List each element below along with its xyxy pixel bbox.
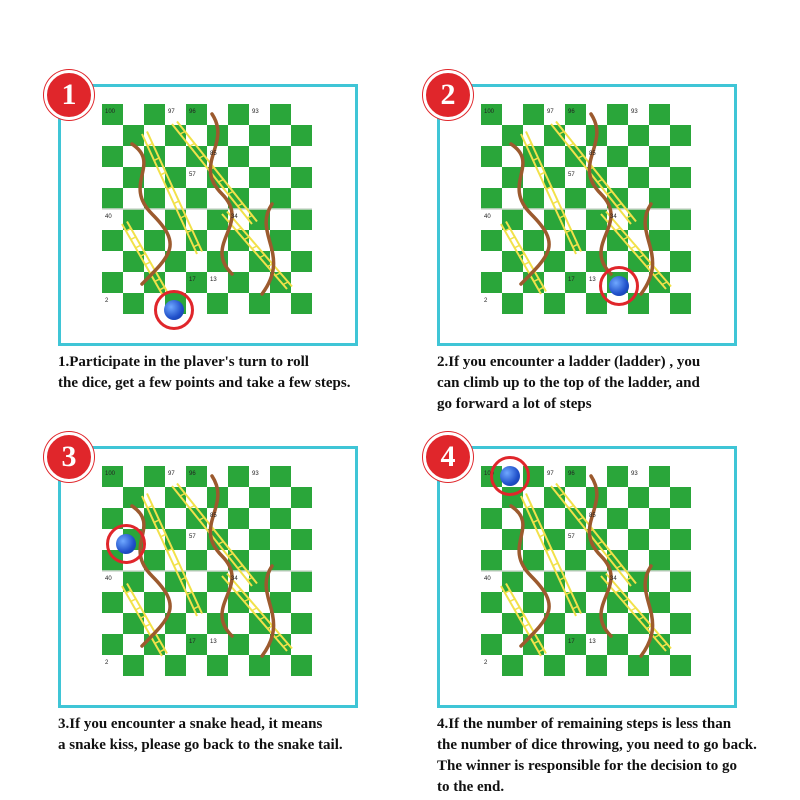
step-badge-2: 2	[423, 70, 473, 120]
board-cell-number: 93	[631, 471, 638, 477]
board-cell-number: 34	[231, 214, 238, 220]
board-cell-number: 57	[189, 172, 196, 178]
board-cell-number: 100	[484, 471, 495, 477]
board-cell-number: 17	[189, 639, 196, 645]
token-highlight-2	[599, 266, 639, 306]
player-token-icon	[500, 466, 520, 486]
step-badge-1: 1	[44, 70, 94, 120]
board-cell-number: 57	[568, 172, 575, 178]
step-caption-1: 1.Participate in the plaver's turn to roll the dice, get a few points and take a few steps.	[58, 354, 351, 391]
token-highlight-3	[106, 524, 146, 564]
board-cell-number: 100	[105, 471, 116, 477]
board-cell-number: 85	[589, 151, 596, 157]
board-cell-number: 57	[189, 534, 196, 540]
board-grid	[481, 104, 691, 314]
game-board-1	[102, 104, 312, 314]
game-board-4	[481, 466, 691, 676]
board-cell-number: 17	[568, 639, 575, 645]
game-board-3	[102, 466, 312, 676]
step-caption-4: 4.If the number of remaining steps is less than the number of dice throwing, you need to go back. The winner is responsible for the decision to go to the end.	[437, 716, 757, 795]
player-token-icon	[609, 276, 629, 296]
board-cell-number: 85	[210, 151, 217, 157]
board-cell-number: 2	[105, 660, 109, 666]
board-cell-number: 93	[631, 109, 638, 115]
board-cell-number: 40	[105, 576, 112, 582]
board-cell-number: 93	[252, 109, 259, 115]
board-grid	[102, 104, 312, 314]
board-cell-number: 40	[484, 576, 491, 582]
board-cell-number: 2	[105, 298, 109, 304]
board-cell-number: 57	[568, 534, 575, 540]
game-board-2	[481, 104, 691, 314]
board-cell-number: 13	[589, 639, 596, 645]
board-cell-number: 85	[210, 513, 217, 519]
board-cell-number: 34	[610, 214, 617, 220]
board-cell-number: 13	[589, 277, 596, 283]
board-cell-number: 2	[484, 660, 488, 666]
board-cell-number: 40	[105, 214, 112, 220]
board-cell-number: 40	[484, 214, 491, 220]
board-cell-number: 34	[610, 576, 617, 582]
step-caption-2: 2.If you encounter a ladder (ladder) , you can climb up to the top of the ladder, and go forward a lot of steps	[437, 354, 701, 412]
board-cell-number: 17	[189, 277, 196, 283]
player-token-icon	[164, 300, 184, 320]
board-cell-number: 93	[252, 471, 259, 477]
board-cell-number: 85	[589, 513, 596, 519]
board-cell-number: 97	[168, 109, 175, 115]
board-cell-number: 34	[231, 576, 238, 582]
board-grid	[481, 466, 691, 676]
board-cell-number: 13	[210, 639, 217, 645]
token-highlight-4	[490, 456, 530, 496]
board-cell-number: 97	[547, 109, 554, 115]
board-cell-number: 96	[568, 109, 575, 115]
player-token-icon	[116, 534, 136, 554]
board-cell-number: 17	[568, 277, 575, 283]
step-caption-3: 3.If you encounter a snake head, it means a snake kiss, please go back to the snake tail.	[58, 716, 343, 753]
board-cell-number: 100	[105, 109, 116, 115]
token-highlight-1	[154, 290, 194, 330]
board-cell-number: 96	[189, 109, 196, 115]
board-cell-number: 100	[484, 109, 495, 115]
board-cell-number: 96	[189, 471, 196, 477]
board-grid	[102, 466, 312, 676]
board-cell-number: 13	[210, 277, 217, 283]
board-cell-number: 97	[547, 471, 554, 477]
board-cell-number: 2	[484, 298, 488, 304]
board-cell-number: 96	[568, 471, 575, 477]
step-badge-4: 4	[423, 432, 473, 482]
board-cell-number: 97	[168, 471, 175, 477]
step-badge-3: 3	[44, 432, 94, 482]
